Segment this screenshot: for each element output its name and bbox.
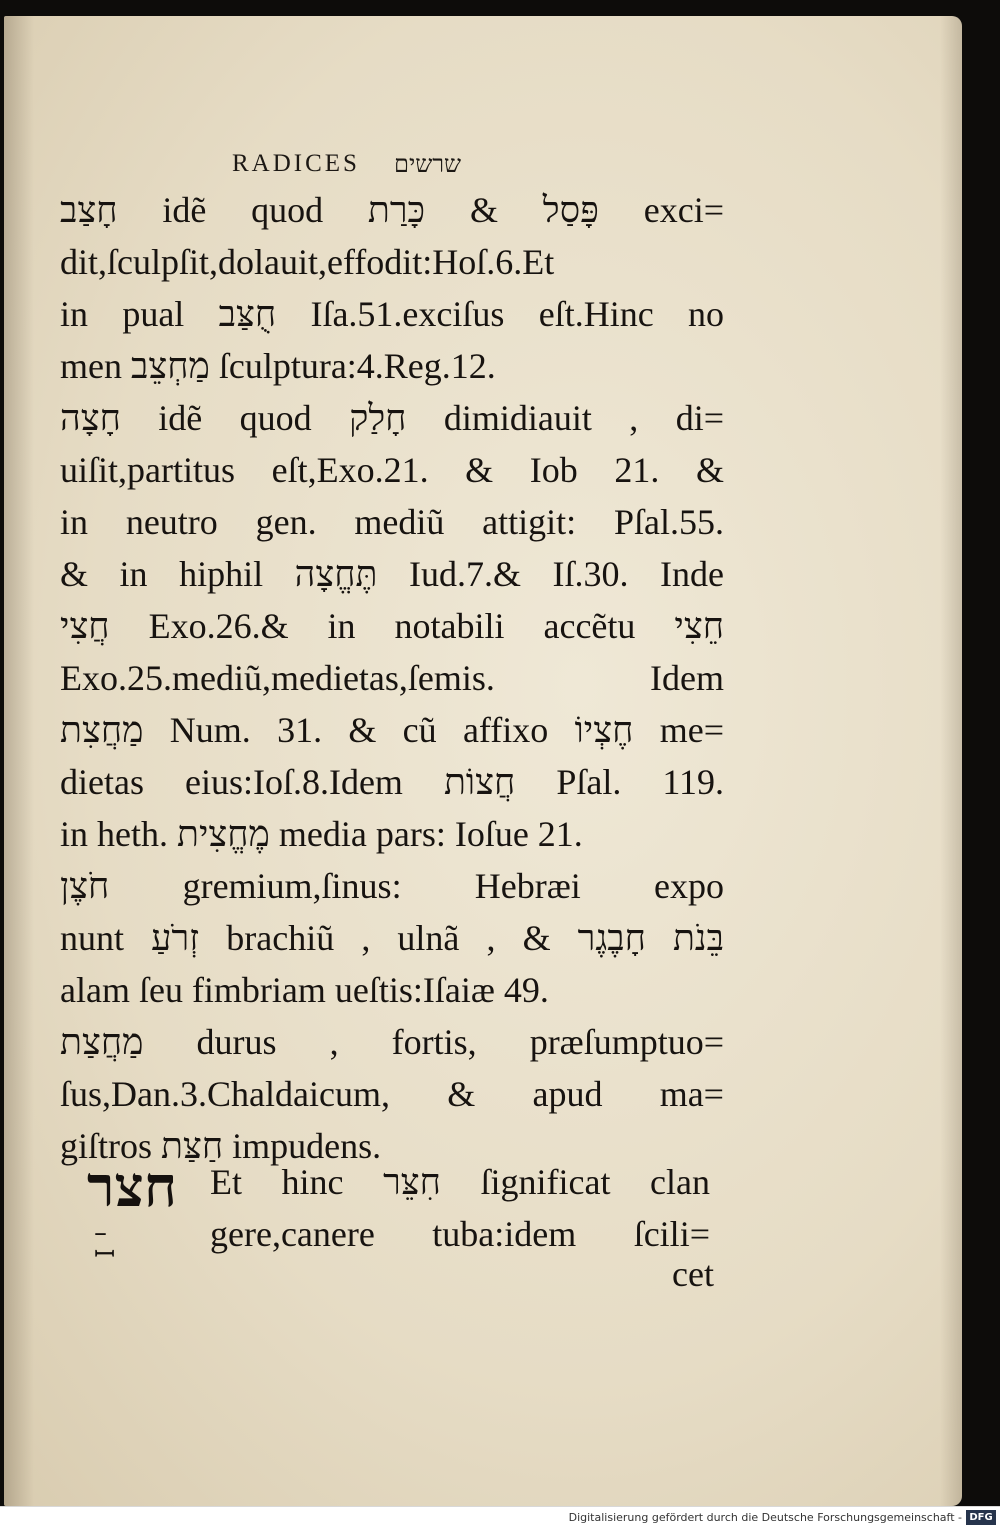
text-line-1: חָצַב idẽ quod פָּסַל & כָּרַת exci= [60,190,724,230]
text-line-18: ſus,Dan.3.Chaldaicum, & apud ma= [60,1074,724,1114]
running-header [232,144,652,184]
text-line-10: Exo.25.mediũ,medietas,ſemis. Idem [60,658,724,698]
text-line-9: חֲצִי Exo.26.& in notabili accẽtu חֵצִי [60,606,724,646]
headword-initial: חצר [87,1154,177,1220]
text-line-2: dit,ſculpſit,dolauit,effodit:Hoſ.6.Et [60,242,555,282]
text-line-19: giſtros חַצַּת impudens. [60,1126,382,1166]
book-page [4,16,962,1506]
digitization-footer [0,1506,1000,1530]
text-line-16: alam ſeu fimbriam ueſtis:Iſaiæ 49. [60,970,549,1010]
text-line-6: uiſit,partitus eſt,Exo.21. & Iob 21. & [60,450,724,490]
text-line-17: מַחֲצַת durus , fortis, præſumptuo= [60,1022,724,1062]
text-line-5: חָצָה idẽ quod חָלַק dimidiauit , di= [60,398,724,438]
text-line-15: nunt זְרֹעַ brachiũ , ulnã , & בֵּנֹת חָבֶגֶר [60,918,724,958]
running-title-hebrew: שרשים [393,149,462,178]
text-line-12: dietas eius:Ioſ.8.Idem חֲצוֹת Pſal. 119. [60,762,724,802]
text-line-20: Et hinc חִצֵּר ſignificat clan [210,1162,710,1202]
dfg-logo: DFG [966,1510,996,1525]
catchword: cet [672,1254,714,1294]
footer-credit: Digitalisierung gefördert durch die Deutsche Forschungsgemeinschaft - [568,1511,962,1524]
page-edge-shadow [940,16,962,1506]
text-line-13: in heth. מֶחֱצִית media pars: Ioſue 21. [60,814,583,854]
page-gutter-shadow [4,16,34,1506]
text-line-11: מַחֲצִת Num. 31. & cũ affixo חֶצְיוֹ me= [60,710,724,750]
text-line-3: in pual חֻצַּב Iſa.51.exciſus eſt.Hinc no [60,294,724,334]
text-line-7: in neutro gen. mediũ attigit: Pſal.55. [60,502,724,542]
text-line-4: men מַחְצֵב ſculptura:4.Reg.12. [60,346,496,386]
text-line-8: & in hiphil תֶּחֱצָה Iud.7.& Iſ.30. Inde [60,554,724,594]
text-line-21: gere,canere tuba:idem ſcili= [210,1214,710,1254]
running-title-latin: RADICES [232,150,360,177]
headword-vowel-marks: – ꟷ [94,1218,142,1270]
text-line-14: חֹצֶן gremium,ſinus: Hebræi expo [60,866,724,906]
